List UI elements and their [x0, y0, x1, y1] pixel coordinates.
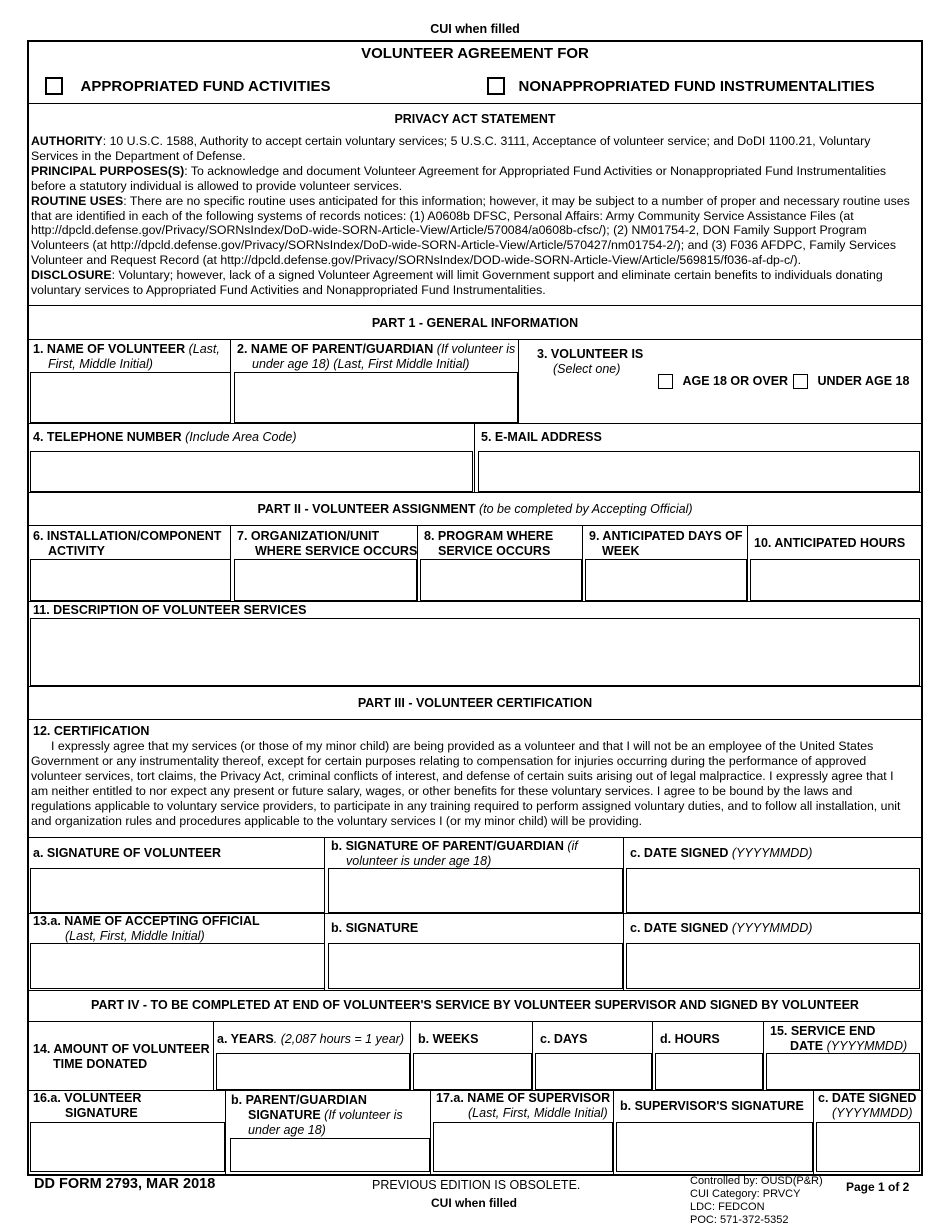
volunteer-signature-field[interactable]	[30, 868, 325, 913]
hours-field[interactable]	[750, 559, 920, 601]
supervisor-name-label: 17.a. NAME OF SUPERVISOR (Last, First, Middle Initial)	[436, 1091, 611, 1120]
accepting-official-label: 13.a. NAME OF ACCEPTING OFFICIAL (Last, First, Middle Initial)	[33, 914, 260, 943]
date-signed-field[interactable]	[626, 868, 920, 913]
under-age-18-checkbox[interactable]	[793, 374, 808, 389]
control-info: Controlled by: OUSD(P&R) CUI Category: PRVCY LDC: FEDCON POC: 571-372-5352	[690, 1175, 823, 1226]
supervisor-date-label: c. DATE SIGNED (YYYYMMDD)	[818, 1091, 917, 1120]
installation-label: 6. INSTALLATION/COMPONENT ACTIVITY	[33, 529, 222, 558]
nonappropriated-checkbox[interactable]	[487, 77, 505, 95]
page-number: Page 1 of 2	[846, 1180, 910, 1194]
age-18-or-over-option[interactable]: AGE 18 OR OVER	[658, 374, 788, 389]
volunteer-final-signature-field[interactable]	[30, 1122, 225, 1172]
supervisor-name-field[interactable]	[433, 1122, 613, 1172]
part3-heading: PART III - VOLUNTEER CERTIFICATION	[357, 696, 593, 710]
obsolete-notice: PREVIOUS EDITION IS OBSOLETE.	[372, 1178, 581, 1192]
days-field[interactable]	[535, 1053, 652, 1090]
hours-label: 10. ANTICIPATED HOURS	[754, 536, 906, 550]
supervisor-signature-field[interactable]	[616, 1122, 813, 1172]
supervisor-signature-label: b. SUPERVISOR'S SIGNATURE	[620, 1099, 804, 1113]
days-of-week-label: 9. ANTICIPATED DAYS OF WEEK	[589, 529, 743, 558]
years-label: a. YEARS. (2,087 hours = 1 year)	[217, 1032, 405, 1046]
service-end-label: 15. SERVICE END DATE (YYYYMMDD)	[770, 1024, 908, 1053]
form-title: VOLUNTEER AGREEMENT FOR	[361, 45, 589, 62]
parent-name-label: 2. NAME OF PARENT/GUARDIAN (If volunteer is under age 18) (Last, First Middle Initial)	[237, 342, 516, 371]
parent-final-signature-field[interactable]	[230, 1138, 430, 1172]
volunteer-is-label: 3. VOLUNTEER IS (Select one)	[537, 347, 644, 376]
time-donated-label: 14. AMOUNT OF VOLUNTEER TIME DONATED	[33, 1042, 210, 1071]
privacy-heading: PRIVACY ACT STATEMENT	[394, 112, 556, 126]
appropriated-checkbox[interactable]	[45, 77, 63, 95]
parent-final-signature-label: b. PARENT/GUARDIAN SIGNATURE (If volunteer is under age 18)	[231, 1093, 403, 1137]
nonappropriated-label: NONAPPROPRIATED FUND INSTRUMENTALITIES	[518, 77, 875, 95]
accepting-official-field[interactable]	[30, 943, 325, 989]
program-label: 8. PROGRAM WHERE SERVICE OCCURS	[424, 529, 554, 558]
certification-text: I expressly agree that my services (or those of my minor child) are being provided as a volunteer and that I will not be an employee of the United States Government or any instrumentality thereof, except for certain purposes relating to compensation for injuries occurring during the performance of approved volunteer services, tort claims, the Privacy Act, criminal conflicts of interest, and defense of certain suits arising out of legal malpractice. I expressly agree that I am neither entitled to nor expect any present or future salary, wages, or other benefits for these voluntary services. I agree to be bound by the laws and regulations applicable to voluntary service providers, to participate in any training required to perform assigned voluntary duties, and to follow all installation, unit and organization rules and procedures applicable to the voluntary services I (or my minor child) will be providing.	[31, 739, 901, 828]
telephone-label: 4. TELEPHONE NUMBER (Include Area Code)	[33, 430, 297, 444]
service-end-field[interactable]	[766, 1053, 920, 1090]
parent-signature-label: b. SIGNATURE OF PARENT/GUARDIAN (if volunteer is under age 18)	[331, 839, 578, 868]
hours-donated-label: d. HOURS	[660, 1032, 720, 1046]
program-field[interactable]	[420, 559, 582, 601]
email-field[interactable]	[478, 451, 920, 492]
form-number: DD FORM 2793, MAR 2018	[34, 1176, 216, 1192]
official-date-label: c. DATE SIGNED (YYYYMMDD)	[630, 921, 813, 935]
parent-signature-field[interactable]	[328, 868, 623, 913]
days-of-week-field[interactable]	[585, 559, 747, 601]
under-age-18-option[interactable]: UNDER AGE 18	[793, 374, 909, 389]
volunteer-final-signature-label: 16.a. VOLUNTEER SIGNATURE	[33, 1091, 142, 1120]
nonappropriated-option[interactable]	[487, 77, 875, 95]
hours-donated-field[interactable]	[655, 1053, 763, 1090]
email-label: 5. E-MAIL ADDRESS	[481, 430, 602, 444]
weeks-label: b. WEEKS	[418, 1032, 479, 1046]
date-signed-label: c. DATE SIGNED (YYYYMMDD)	[630, 846, 813, 860]
official-signature-label: b. SIGNATURE	[331, 921, 419, 935]
organization-field[interactable]	[234, 559, 417, 601]
appropriated-label: APPROPRIATED FUND ACTIVITIES	[80, 77, 331, 95]
description-label: 11. DESCRIPTION OF VOLUNTEER SERVICES	[33, 603, 307, 617]
description-field[interactable]	[30, 618, 920, 686]
age-18-or-over-checkbox[interactable]	[658, 374, 673, 389]
weeks-field[interactable]	[413, 1053, 532, 1090]
part2-heading: PART II - VOLUNTEER ASSIGNMENT (to be completed by Accepting Official)	[257, 502, 693, 516]
certification-label: 12. CERTIFICATION	[33, 724, 150, 738]
volunteer-signature-label: a. SIGNATURE OF VOLUNTEER	[33, 846, 221, 860]
telephone-field[interactable]	[30, 451, 473, 492]
official-signature-field[interactable]	[328, 943, 623, 989]
part1-heading: PART 1 - GENERAL INFORMATION	[371, 316, 579, 330]
privacy-statement: AUTHORITY: 10 U.S.C. 1588, Authority to accept certain voluntary services; 5 U.S.C. 3111, Acceptance of volunteer service; and DoDI 1100.21, Voluntary Services in the Department of Defense. PRINCIPAL PURPOSES(S): To acknowledge and document Volunteer Agreement for Appropriated Fund Activities or Nonappropriated Fund Instrumentalities before a statutory individual is allowed to provide volunteer services. ROUTINE USES: There are no specific routine uses anticipated for this information; however, it may be subject to a number of proper and necessary routine uses that are identified in each of the following systems of records notices: (1) A0608b DFSC, Personal Affairs: Army Community Service Assistance Files (at http://dpcld.defense.gov/Privacy/SORNsIndex/DoD-wide-SORN-Article-View/Article/570084/a0608b-cfsc/); (2) NM01754-2, DON Family Support Program Volunteers (at http://dpcld.defense.gov/Privacy/SORNsIndex/DoD-wide-SORN-Article-View/Article/570427/nm01754-2/); and (3) F036 AFDPC, Family Services Volunteer and Request Record (at http://dpcld.defense.gov/Privacy/SORNsIndex/DOD-wide-SORN-Article-View/Article/569815/f036-af-dp-c/). DISCLOSURE: Voluntary; however, lack of a signed Volunteer Agreement will limit Government support and eliminate certain benefits to individuals donating voluntary services to Appropriated Fund Activities and Nonappropriated Fund Instrumentalities.	[31, 134, 910, 298]
installation-field[interactable]	[30, 559, 231, 601]
parent-name-field[interactable]	[234, 372, 518, 423]
cui-bottom: CUI when filled	[431, 1196, 518, 1210]
appropriated-option[interactable]	[45, 77, 331, 95]
organization-label: 7. ORGANIZATION/UNIT WHERE SERVICE OCCURS	[237, 529, 418, 558]
official-date-field[interactable]	[626, 943, 920, 989]
volunteer-name-label: 1. NAME OF VOLUNTEER (Last, First, Middle Initial)	[33, 342, 220, 371]
cui-top: CUI when filled	[430, 22, 520, 36]
years-field[interactable]	[216, 1053, 410, 1090]
days-label: c. DAYS	[540, 1032, 588, 1046]
volunteer-name-field[interactable]	[30, 372, 231, 423]
part4-heading: PART IV - TO BE COMPLETED AT END OF VOLUNTEER'S SERVICE BY VOLUNTEER SUPERVISOR AND SIGNED BY VOLUNTEER	[91, 998, 859, 1012]
supervisor-date-field[interactable]	[816, 1122, 920, 1172]
